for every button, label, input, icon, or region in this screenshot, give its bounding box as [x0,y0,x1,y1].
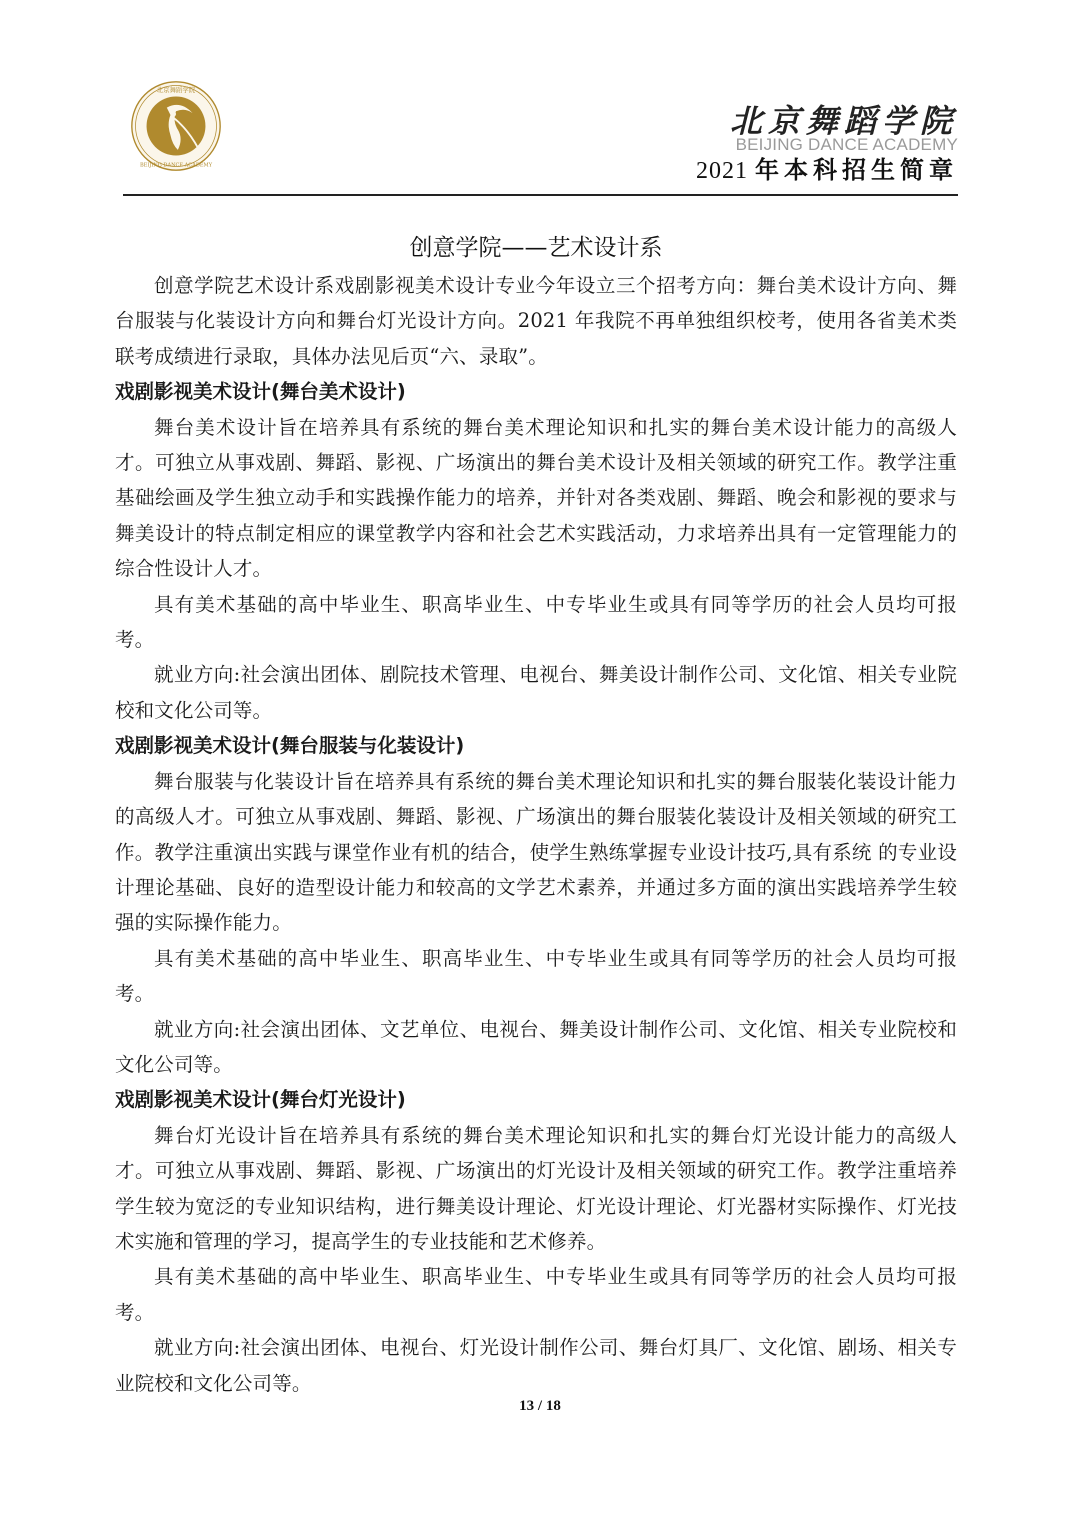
section-eligibility: 具有美术基础的高中毕业生、职高毕业生、中专毕业生或具有同等学历的社会人员均可报考。 [115,592,957,652]
document-title [696,156,958,186]
section-heading: 戏剧影视美术设计(舞台美术设计) [115,380,406,404]
page-header [0,0,1080,200]
header-divider [123,194,958,196]
section-eligibility: 具有美术基础的高中毕业生、职高毕业生、中专毕业生或具有同等学历的社会人员均可报考。 [115,946,957,1006]
page-title: 创意学院——艺术设计系 [409,235,663,261]
section-stage-art-design [115,374,957,728]
section-heading: 戏剧影视美术设计(舞台服装与化装设计) [115,734,465,758]
section-costume-makeup-design [115,728,957,1082]
brand-name-en: BEIJING DANCE ACADEMY [735,135,958,154]
page-content [115,228,957,1401]
section-careers: 就业方向:社会演出团体、电视台、灯光设计制作公司、舞台灯具厂、文化馆、剧场、相关专业院校和文化公司等。 [115,1336,957,1395]
academy-emblem-icon [130,80,222,172]
section-description: 舞台服装与化装设计旨在培养具有系统的舞台美术理论知识和扎实的舞台服装化装设计能力的高级人才。可独立从事戏剧、舞蹈、影视、广场演出的舞台服装化装设计及相关领域的研究工作。教学注重演出实践与课堂作业有机的结合，使学生熟练掌握专业设计技巧,具有系统 的专业设计理论基础、良好的造型设计能力和较高的文学艺术素养，并通过多方面的演出实践培养学生较强的实际操作能力。 [115,769,957,935]
section-description: 舞台灯光设计旨在培养具有系统的舞台美术理论知识和扎实的舞台灯光设计能力的高级人才。可独立从事戏剧、舞蹈、影视、广场演出的灯光设计及相关领域的研究工作。教学注重培养学生较为宽泛的专业知识结构，进行舞美设计理论、灯光设计理论、灯光器材实际操作、灯光技术实施和管理的学习，提高学生的专业技能和艺术修养。 [115,1123,957,1253]
brand-name-cn: 北京舞蹈学院 [729,102,958,140]
section-careers: 就业方向:社会演出团体、剧院技术管理、电视台、舞美设计制作公司、文化馆、相关专业院校和文化公司等。 [115,663,957,722]
section-eligibility: 具有美术基础的高中毕业生、职高毕业生、中专毕业生或具有同等学历的社会人员均可报考。 [115,1265,957,1324]
emblem-text-cn: 北京舞蹈学院 [156,85,196,94]
page-number: 13 / 18 [519,1398,561,1414]
section-careers: 就业方向:社会演出团体、文艺单位、电视台、舞美设计制作公司、文化馆、相关专业院校和文化公司等。 [115,1017,957,1076]
section-description: 舞台美术设计旨在培养具有系统的舞台美术理论知识和扎实的舞台美术设计能力的高级人才。可独立从事戏剧、舞蹈、影视、广场演出的舞台美术设计及相关领域的研究工作。教学注重基础绘画及学生独立动手和实践操作能力的培养，并针对各类戏剧、舞蹈、晚会和影视的要求与舞美设计的特点制定相应的课堂教学内容和社会艺术实践活动，力求培养出具有一定管理能力的综合性设计人才。 [115,415,957,581]
document-title-text: 年本科招生简章 [755,158,958,184]
section-lighting-design [115,1082,957,1401]
section-heading: 戏剧影视美术设计(舞台灯光设计) [115,1088,406,1112]
brand-block [696,104,958,186]
emblem-text-en: BEIJING DANCE ACADEMY [139,162,213,169]
intro-paragraph: 创意学院艺术设计系戏剧影视美术设计专业今年设立三个招考方向：舞台美术设计方向、舞台服装与化装设计方向和舞台灯光设计方向。2021 年我院不再单独组织校考，使用各省美术类联考成绩进行录取，具体办法见后页“六、录取”。 [115,274,957,368]
document-year: 2021 [696,158,748,184]
